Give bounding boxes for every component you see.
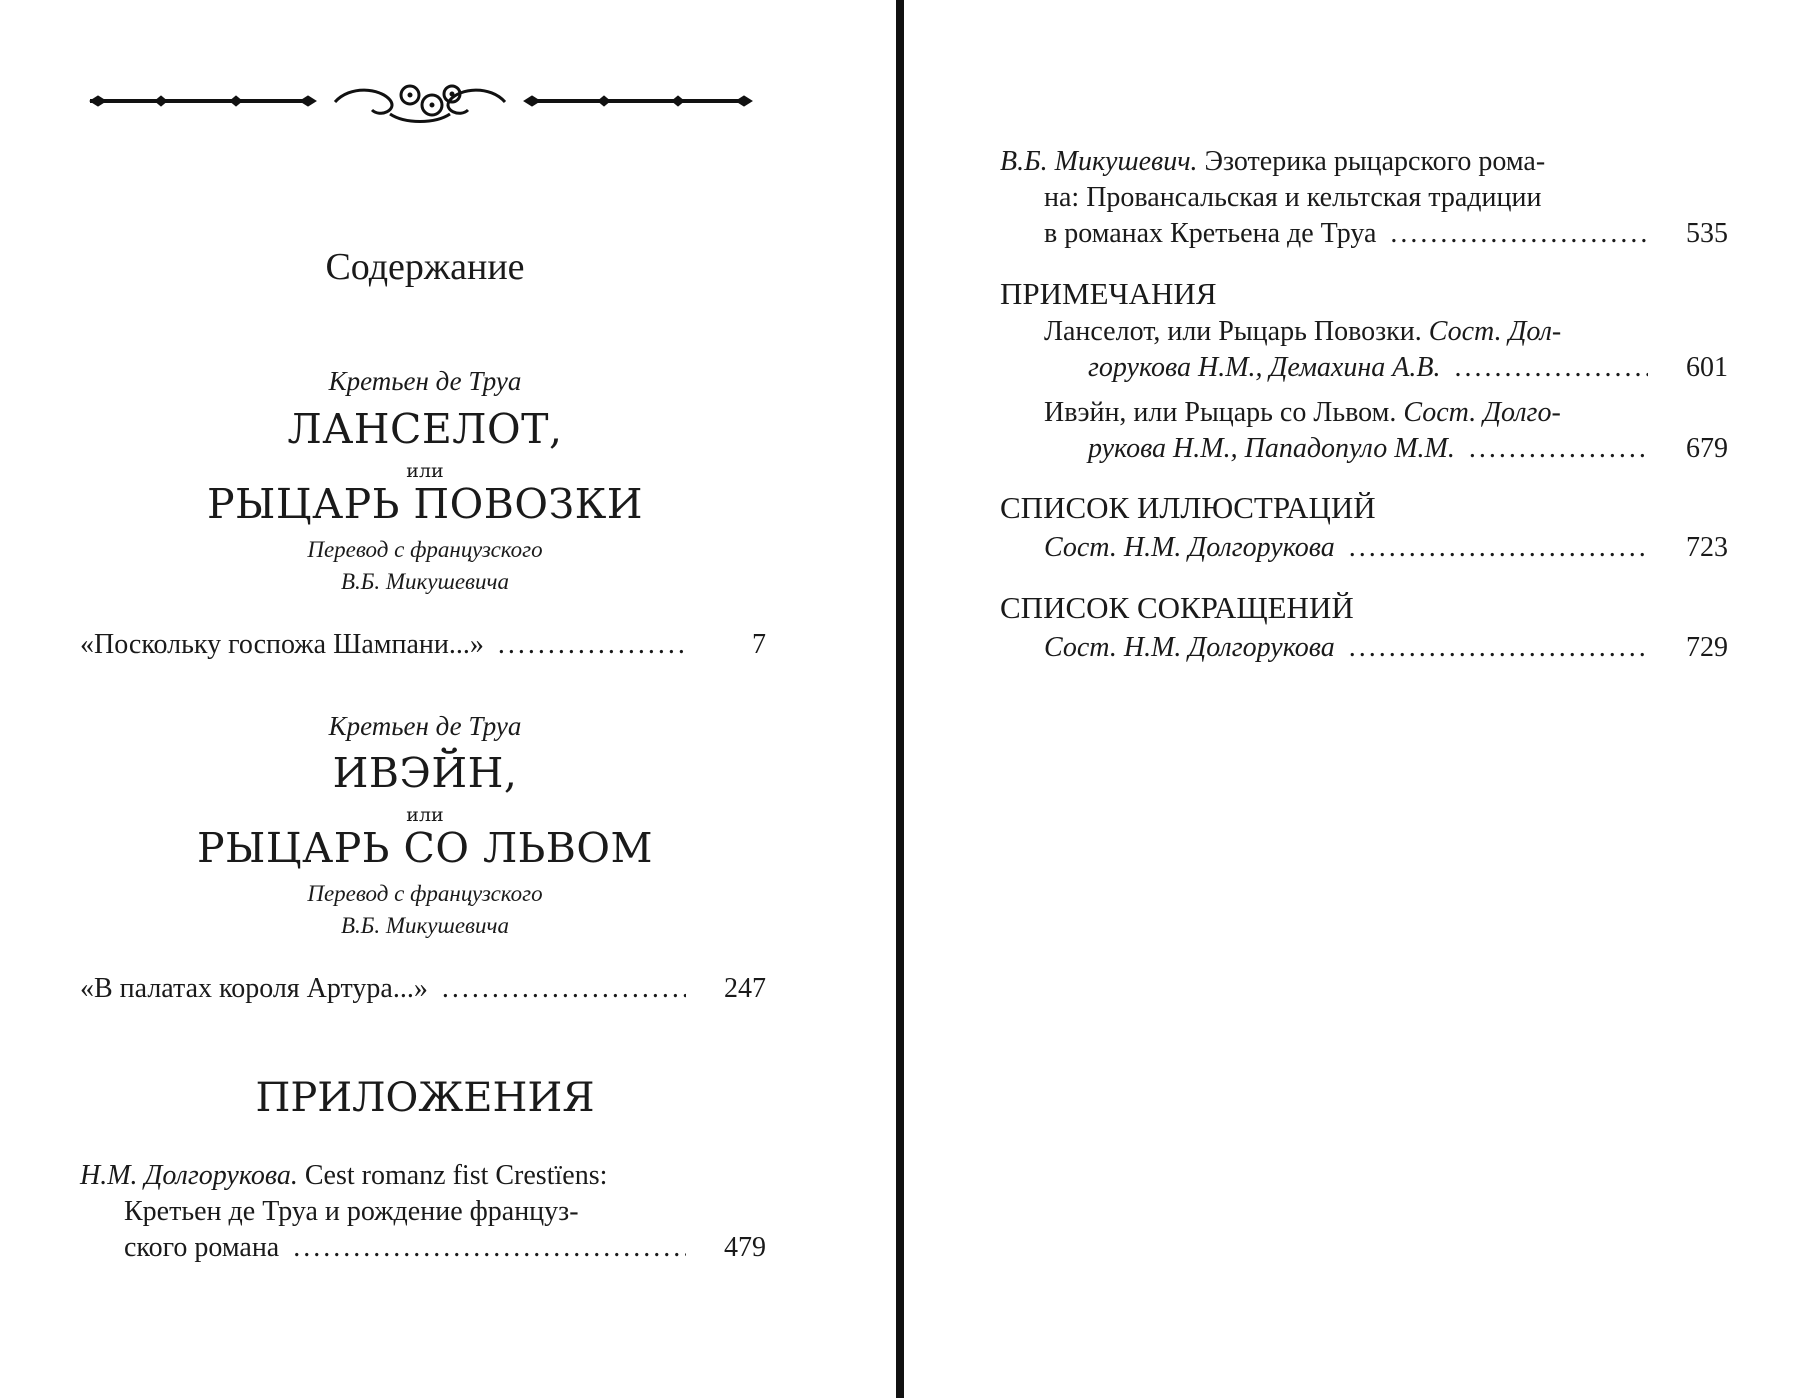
leader-dots [1390,216,1648,252]
page-number: 601 [1686,352,1728,383]
toc-entry-title: «Поскольку госпожа Шампани...» [80,629,484,660]
work2-title-line1: ИВЭЙН, [332,749,518,797]
leader-dots [293,1230,686,1266]
book-spine-divider [896,0,904,1398]
toc-entry-title: «В палатах короля Артура...» [80,973,428,1004]
notes-item-compiler: Сост. Долго- [1396,397,1561,428]
page-number: 247 [724,973,766,1004]
appendix-heading: ПРИЛОЖЕНИЯ [255,1075,595,1121]
essay-title-line3: ского романа [124,1232,280,1263]
work1-translator: В.Б. Микушевича [340,569,510,594]
work1-title-or: или [406,460,444,482]
toc-entry-essay1[interactable] [80,1158,766,1266]
work2-title-line2: РЫЦАРЬ СО ЛЬВОМ [196,824,654,872]
contents-heading: Содержание [325,246,525,288]
page-number: 7 [752,629,766,660]
notes-heading: ПРИМЕЧАНИЯ [1000,276,1217,311]
notes-item-compiler-cont: горукова Н.М., Демахина А.В. [1088,352,1441,383]
toc-entry-notes-lancelot[interactable] [1000,314,1728,386]
essay-title-line1: Cest romanz fist Crestïens: [297,1160,608,1191]
work1-title-line2: РЫЦАРЬ ПОВОЗКИ [206,480,644,528]
essay-title-line2: на: Провансальская и кельтская традиции [1044,182,1542,213]
work2-author: Кретьен де Труа [328,711,522,741]
essay-title-line1: Эзотерика рыцарского рома- [1197,146,1546,177]
page-number: 479 [724,1232,766,1263]
page-number: 535 [1686,218,1728,249]
toc-entry-essay2[interactable] [1000,144,1728,252]
work2-title-or: или [406,804,444,826]
essay-title-line3: в романах Кретьена де Труа [1044,218,1377,249]
illustrations-compiler: Сост. Н.М. Долгорукова [1044,532,1335,563]
work2-translation: Перевод с французского [307,881,543,906]
toc-entry-work2[interactable] [80,971,766,1007]
left-page [0,0,896,1398]
page-number: 679 [1686,433,1728,464]
leader-dots [1469,431,1648,467]
notes-item-compiler-cont: рукова Н.М., Пападопуло М.М. [1088,433,1455,464]
right-page [904,0,1803,1398]
abbreviations-heading: СПИСОК СОКРАЩЕНИЙ [1000,590,1354,625]
essay-author: В.Б. Микушевич. [1000,146,1198,177]
page-number: 729 [1686,632,1728,663]
work1-title-line1: ЛАНСЕЛОТ, [287,405,563,453]
essay-author: Н.М. Долгорукова. [80,1160,298,1191]
toc-entry-work1[interactable] [80,627,766,663]
decorative-ornament [80,80,760,130]
work2-translator: В.Б. Микушевича [340,913,510,938]
notes-item-title: Ланселот, или Рыцарь Повозки. [1044,316,1422,347]
leader-dots [442,971,686,1007]
abbreviations-compiler: Сост. Н.М. Долгорукова [1044,632,1335,663]
leader-dots [1349,530,1648,566]
illustrations-heading: СПИСОК ИЛЛЮСТРАЦИЙ [1000,490,1376,525]
essay-title-line2: Кретьен де Труа и рождение француз- [124,1196,579,1227]
work1-translation: Перевод с французского [307,537,543,562]
notes-item-title: Ивэйн, или Рыцарь со Львом. [1044,397,1397,428]
toc-entry-notes-yvain[interactable] [1000,395,1728,467]
leader-dots [498,627,686,663]
toc-entry-illustrations[interactable] [1000,530,1728,566]
work1-author: Кретьен де Труа [328,366,522,396]
leader-dots [1454,350,1648,386]
page-number: 723 [1686,532,1728,563]
notes-item-compiler: Сост. Дол- [1421,316,1562,347]
toc-entry-abbreviations[interactable] [1000,630,1728,666]
leader-dots [1349,630,1648,666]
